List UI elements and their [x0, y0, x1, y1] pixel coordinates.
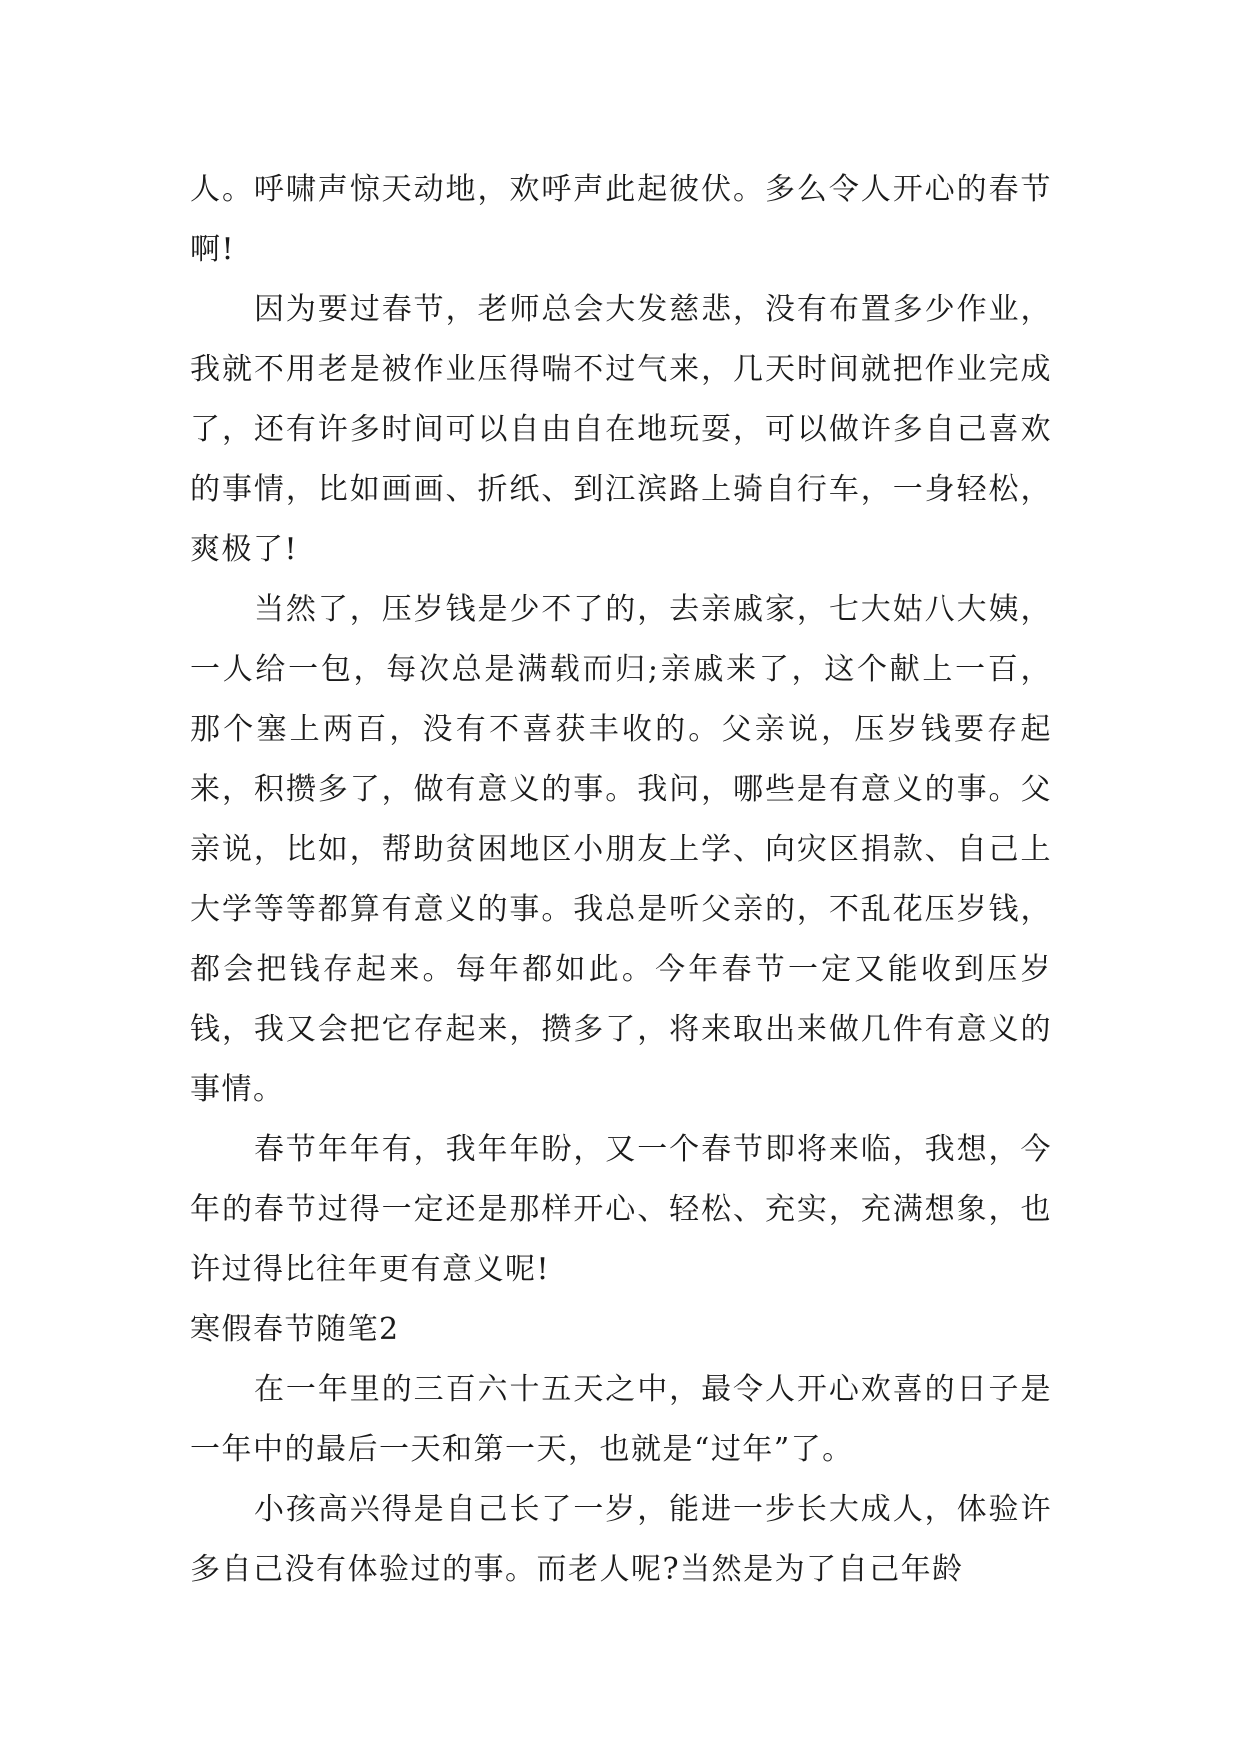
- paragraph: 当然了，压岁钱是少不了的，去亲戚家，七大姑八大姨，一人给一包，每次总是满载而归;亲戚来了，这个献上一百，那个塞上两百，没有不喜获丰收的。父亲说，压岁钱要存起来，积攒多了，做有意义的事。我问，哪些是有意义的事。父亲说，比如，帮助贫困地区小朋友上学、向灾区捐款、自己上大学等等都算有意义的事。我总是听父亲的，不乱花压岁钱，都会把钱存起来。每年都如此。今年春节一定又能收到压岁钱，我又会把它存起来，攒多了，将来取出来做几件有意义的事情。: [190, 592, 1052, 1107]
- section-heading: 寒假春节随笔2: [190, 1312, 400, 1347]
- document-body: [190, 160, 1052, 1600]
- paragraph: 因为要过春节，老师总会大发慈悲，没有布置多少作业，我就不用老是被作业压得喘不过气来，几天时间就把作业完成了，还有许多时间可以自由自在地玩耍，可以做许多自己喜欢的事情，比如画画、折纸、到江滨路上骑自行车，一身轻松，爽极了!: [190, 292, 1052, 567]
- paragraph: 小孩高兴得是自己长了一岁，能进一步长大成人，体验许多自己没有体验过的事。而老人呢?当然是为了自己年龄: [190, 1492, 1052, 1587]
- paragraph: 春节年年有，我年年盼，又一个春节即将来临，我想，今年的春节过得一定还是那样开心、轻松、充实，充满想象，也许过得比往年更有意义呢!: [190, 1132, 1052, 1287]
- paragraph: 人。呼啸声惊天动地，欢呼声此起彼伏。多么令人开心的春节啊!: [190, 172, 1052, 267]
- paragraph: 在一年里的三百六十五天之中，最令人开心欢喜的日子是一年中的最后一天和第一天，也就是“过年”了。: [190, 1372, 1052, 1467]
